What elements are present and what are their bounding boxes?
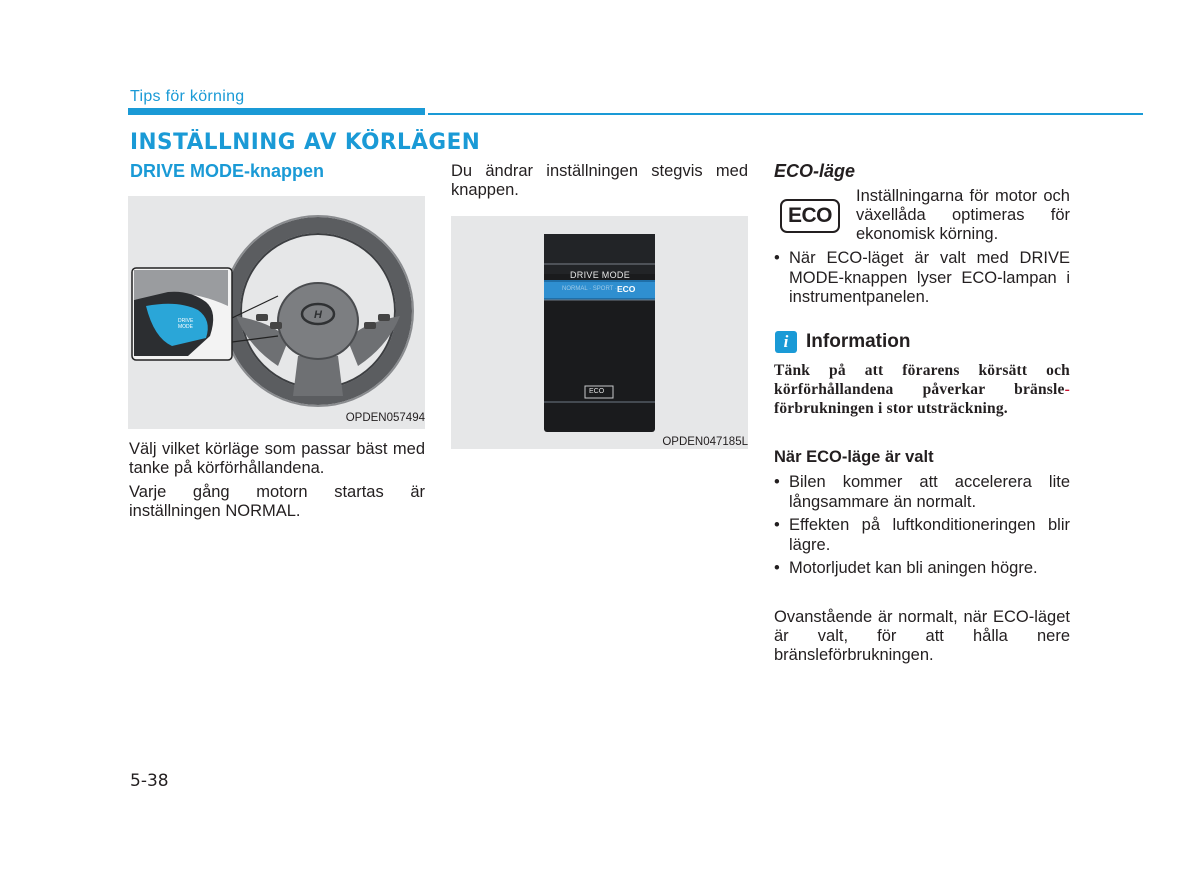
eco-icon-text: ECO (787, 204, 832, 227)
para-default-normal: Varje gång motorn startas är inställningen NORMAL. (129, 483, 425, 520)
info-text: Tänk på att förarens körsätt och körförhållandena påverkar bränsle- förbrukningen i stor utsträckning. (774, 362, 1070, 417)
header-rule-thin (428, 113, 1143, 115)
list-item: • Bilen kommer att accelerera lite långsammare än normalt. (774, 473, 1070, 512)
drive-mode-subtitle: DRIVE MODE-knappen (130, 161, 325, 181)
when-eco-list (774, 473, 1070, 583)
figure-caption: OPDEN057494 (345, 412, 425, 424)
screen-title: DRIVE MODE (570, 270, 631, 280)
eco-description: Inställningarna för motor och växellåda optimeras för ekonomisk körning. (856, 187, 1070, 243)
info-icon: i (775, 331, 797, 353)
info-title: Information (806, 331, 911, 352)
eco-heading: ECO-läge (774, 161, 856, 181)
para-choose-mode: Välj vilket körläge som passar bäst med tanke på körförhållandena. (129, 440, 425, 477)
hyphen-mark: - (1064, 381, 1070, 398)
para-step-change: Du ändrar inställningen stegvis med knappen. (451, 162, 748, 199)
steering-wheel-figure (128, 196, 425, 429)
section-label: Tips för körning (130, 88, 245, 105)
cluster-screen (451, 216, 748, 449)
when-eco-heading: När ECO-läge är valt (774, 448, 934, 466)
eco-bullet-list (774, 249, 1070, 312)
screen-eco-badge: ECO (589, 388, 605, 395)
drive-mode-button-label: DRIVE MODE (178, 318, 194, 330)
list-item: • Effekten på luftkonditioneringen blir lägre. (774, 516, 1070, 555)
closing-note: Ovanstående är normalt, när ECO-läget är valt, för att hålla nere bränsleförbrukningen. (774, 608, 1070, 664)
list-item: • När ECO-läget är valt med DRIVE MODE-knappen lyser ECO-lampan i instrumentpanelen. (774, 249, 1070, 308)
header-rule-thick (128, 108, 425, 115)
eco-indicator-icon (780, 199, 840, 233)
cluster-display-figure (451, 216, 748, 449)
svg-text:H: H (314, 309, 322, 321)
page-number: 5-38 (130, 771, 169, 791)
figure-caption: OPDEN047185L (662, 436, 748, 448)
info-box-header (775, 331, 911, 353)
page-title: INSTÄLLNING AV KÖRLÄGEN (130, 130, 481, 155)
steering-wheel-illustration (128, 196, 425, 429)
list-item: • Motorljudet kan bli aningen högre. (774, 559, 1070, 579)
screen-options: NORMAL · SPORT · (562, 286, 617, 292)
screen-selected-eco: ECO (617, 284, 636, 294)
